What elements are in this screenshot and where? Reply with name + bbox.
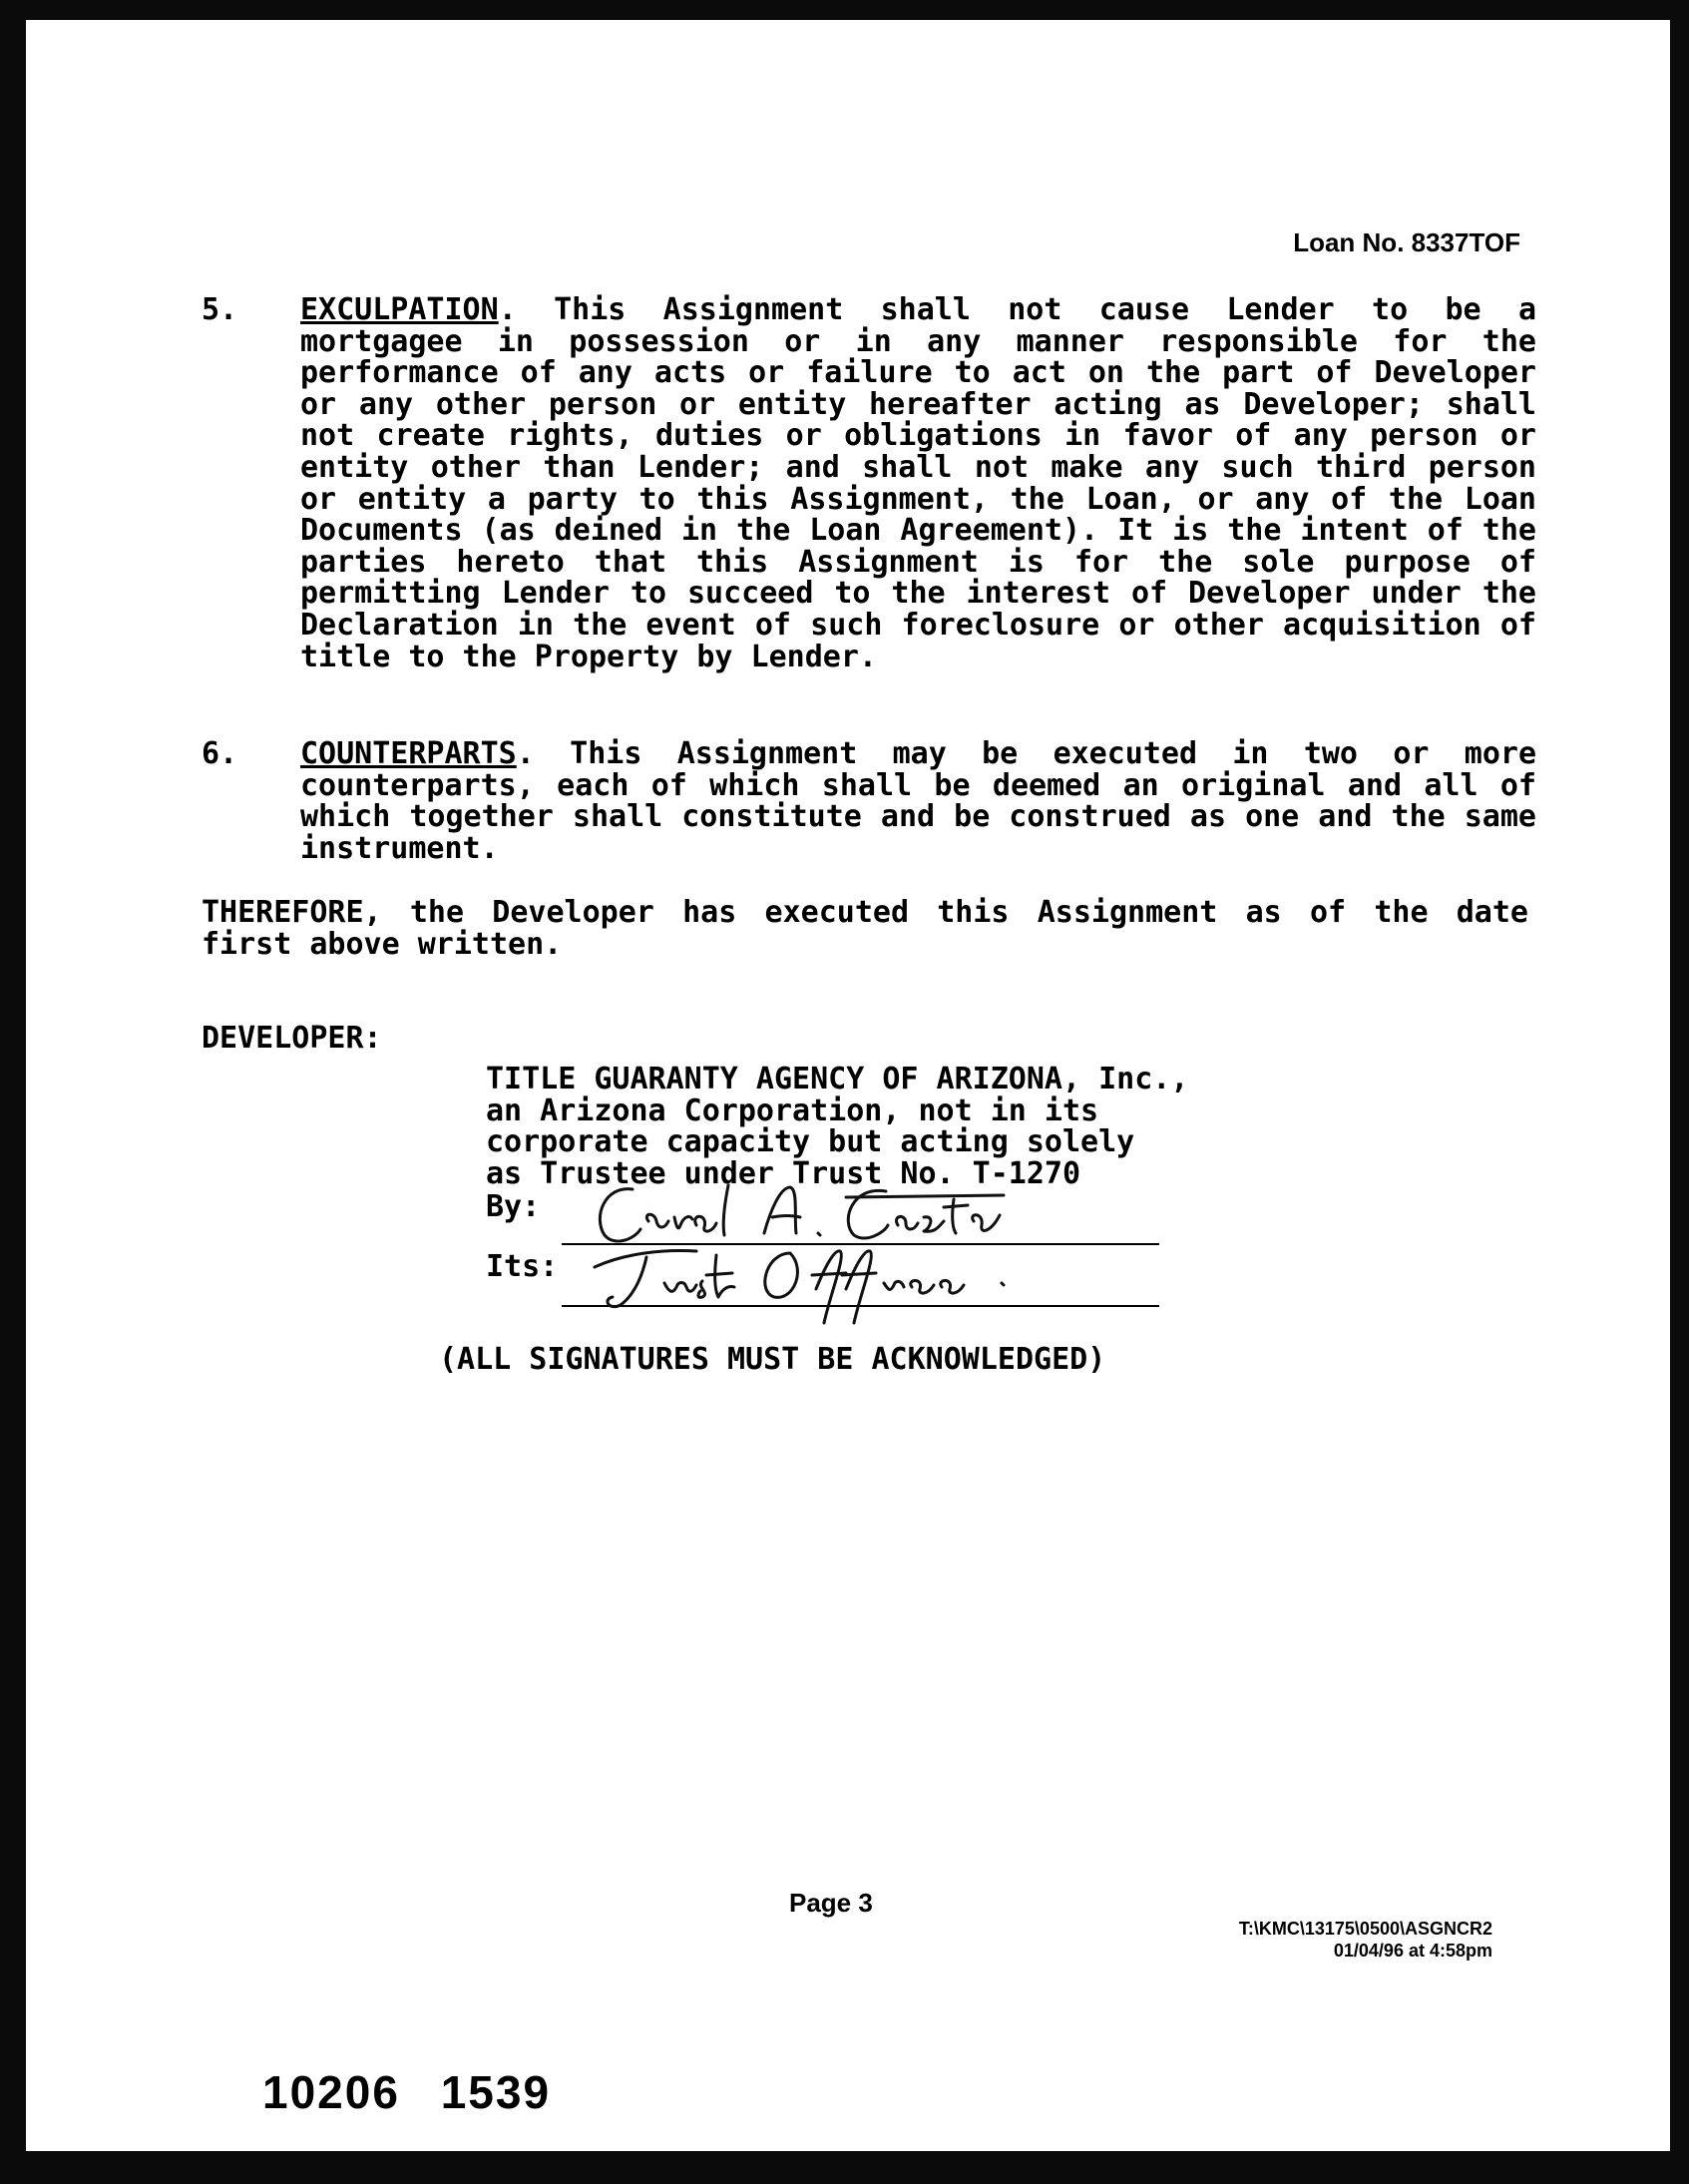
section-body: [300, 294, 1536, 672]
section-body: [300, 738, 1536, 864]
developer-label: DEVELOPER:: [202, 1021, 382, 1056]
section-number: 5.: [202, 292, 238, 327]
its-label: Its:: [486, 1249, 559, 1284]
therefore-clause: THEREFORE, the Developer has executed this Assignment as of the date first above written.: [202, 895, 1528, 962]
loan-number: Loan No. 8337TOF: [1293, 227, 1520, 257]
section-heading: COUNTERPARTS: [300, 736, 517, 771]
section-text: . This Assignment may be executed in two or more counterparts, each of which shall be deemed an original and all of which together shall constitute and be construed as one and the same instrument.: [300, 736, 1536, 866]
developer-entity: [486, 1064, 1188, 1189]
section-exculpation: [202, 294, 1536, 672]
document-page: [26, 20, 1670, 2151]
file-reference: [1239, 1918, 1492, 1962]
document-stamp: 10206 1539: [262, 2066, 552, 2118]
entity-line: TITLE GUARANTY AGENCY OF ARIZONA, Inc.,: [486, 1062, 1189, 1096]
file-date: 01/04/96 at 4:58pm: [1333, 1941, 1492, 1961]
section-heading: EXCULPATION: [300, 292, 499, 327]
section-text: . This Assignment shall not cause Lender to be a mortgagee in possession or in any manner responsible for the performance of any acts or failure to act on the part of Developer or any other person or entity hereafter acting as Developer; shall not create rights, duties or obligations in favor of any person or entity other than Lender; and shall not make any such third person or entity a party to this Assignment, the Loan, or any of the Loan Documents (as deined in the Loan Agreement). It is the intent of the parties hereto that this Assignment is for the sole purpose of permitting Lender to succeed to the interest of Developer under the Declaration in the event of such foreclosure or other acquisition of title to the Property by Lender.: [300, 292, 1536, 674]
by-label: By:: [486, 1189, 541, 1224]
its-signature: [585, 1239, 1024, 1331]
page-number: Page 3: [789, 1888, 873, 1918]
entity-line: an Arizona Corporation, not in its: [486, 1092, 1099, 1128]
entity-line: corporate capacity but acting solely: [486, 1124, 1135, 1160]
section-counterparts: [202, 738, 1536, 864]
entity-line: as Trustee under Trust No. T-1270: [486, 1155, 1081, 1191]
acknowledgement-note: (ALL SIGNATURES MUST BE ACKNOWLEDGED): [439, 1342, 1106, 1377]
section-number: 6.: [202, 736, 238, 771]
file-path: T:\KMC\13175\0500\ASGNCR2: [1238, 1919, 1492, 1939]
